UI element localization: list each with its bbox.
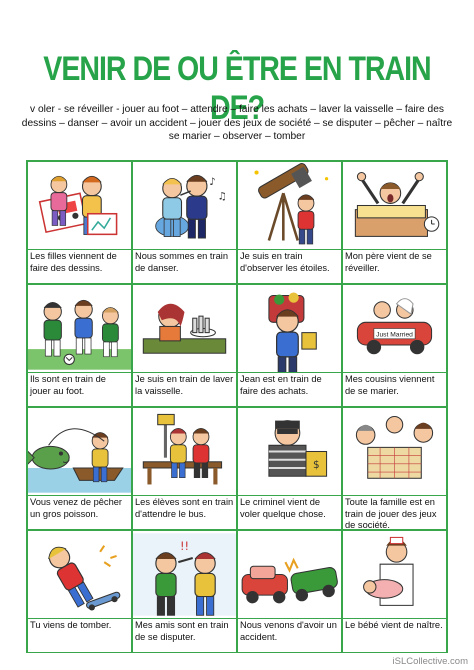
exercise-card [237,161,342,284]
exercise-card [132,530,237,653]
exercise-card [132,161,237,284]
card-caption: Mon père vient de se réveiller. [345,251,432,273]
exercise-card [27,284,132,407]
students-waiting-bench-icon [133,408,236,496]
card-grid [26,160,448,653]
woman-washing-dishes-icon [133,285,236,373]
svg-text:♪: ♪ [209,175,216,188]
criminal-stealing-icon [238,408,341,496]
fishing-boat-icon [28,408,131,496]
family-board-game-icon [343,408,446,496]
boy-falling-skateboard-icon [28,531,131,619]
card-caption: Je suis en train de laver la vaisselle. [135,374,234,396]
svg-text:!!: !! [179,538,190,553]
man-shopping-icon [238,285,341,373]
newborn-baby-nurse-icon [343,531,446,619]
exercise-card [342,161,447,284]
exercise-card [27,407,132,530]
card-caption: Les élèves sont en train d'attendre le bus. [135,497,234,519]
exercise-card [342,530,447,653]
football-players-icon [28,285,131,373]
car-accident-icon [238,531,341,619]
card-caption: Les filles viennent de faire des dessins. [30,251,117,273]
watermark: iSLCollective.com [392,656,468,667]
verb-list-line: dessins – danser – avoir un accident – jouer des jeux de société – se disputer – pêcher – naître [21,117,453,129]
exercise-card [132,284,237,407]
exercise-card [237,284,342,407]
verb-list-line: se marier – observer – tomber [168,131,306,142]
exercise-card [27,161,132,284]
card-caption: Toute la famille est en train de jouer des jeux de société. [345,497,437,531]
card-caption: Le criminel vient de voler quelque chose. [240,497,326,519]
exercise-card [132,407,237,530]
svg-text:$: $ [313,458,320,471]
svg-text:♫: ♫ [217,190,227,203]
card-caption: Jean est en train de faire des achats. [240,374,322,396]
telescope-icon [238,162,341,250]
exercise-card [342,407,447,530]
card-caption: Vous venez de pêcher un gros poisson. [30,497,123,519]
card-caption: Mes cousins viennent de se marier. [345,374,435,396]
exercise-card [342,284,447,407]
card-caption: Nous sommes en train de danser. [135,251,229,273]
card-caption: Mes amis sont en train de se disputer. [135,620,229,642]
card-caption: Nous venons d'avoir un accident. [240,620,337,642]
card-caption: Tu viens de tomber. [30,620,112,630]
page-title: VENIR DE OU ÊTRE EN TRAIN DE? [43,50,431,127]
verb-list [20,103,454,144]
exercise-card [237,530,342,653]
man-waking-up-icon [343,162,446,250]
verb-list-line: v oler - se réveiller - jouer au foot – attendre – faire les achats – laver la vaisselle – faire des [30,104,444,115]
card-caption: Ils sont en train de jouer au foot. [30,374,106,396]
couple-dancing-icon [133,162,236,250]
exercise-card [27,530,132,653]
car-sign-text: Just Married [376,331,413,339]
children-drawing-icon [28,162,131,250]
exercise-card [237,407,342,530]
friends-arguing-icon [133,531,236,619]
card-caption: Je suis en train d'observer les étoiles. [240,251,330,273]
just-married-car-icon [343,285,446,373]
card-caption: Le bébé vient de naître. [345,620,443,630]
